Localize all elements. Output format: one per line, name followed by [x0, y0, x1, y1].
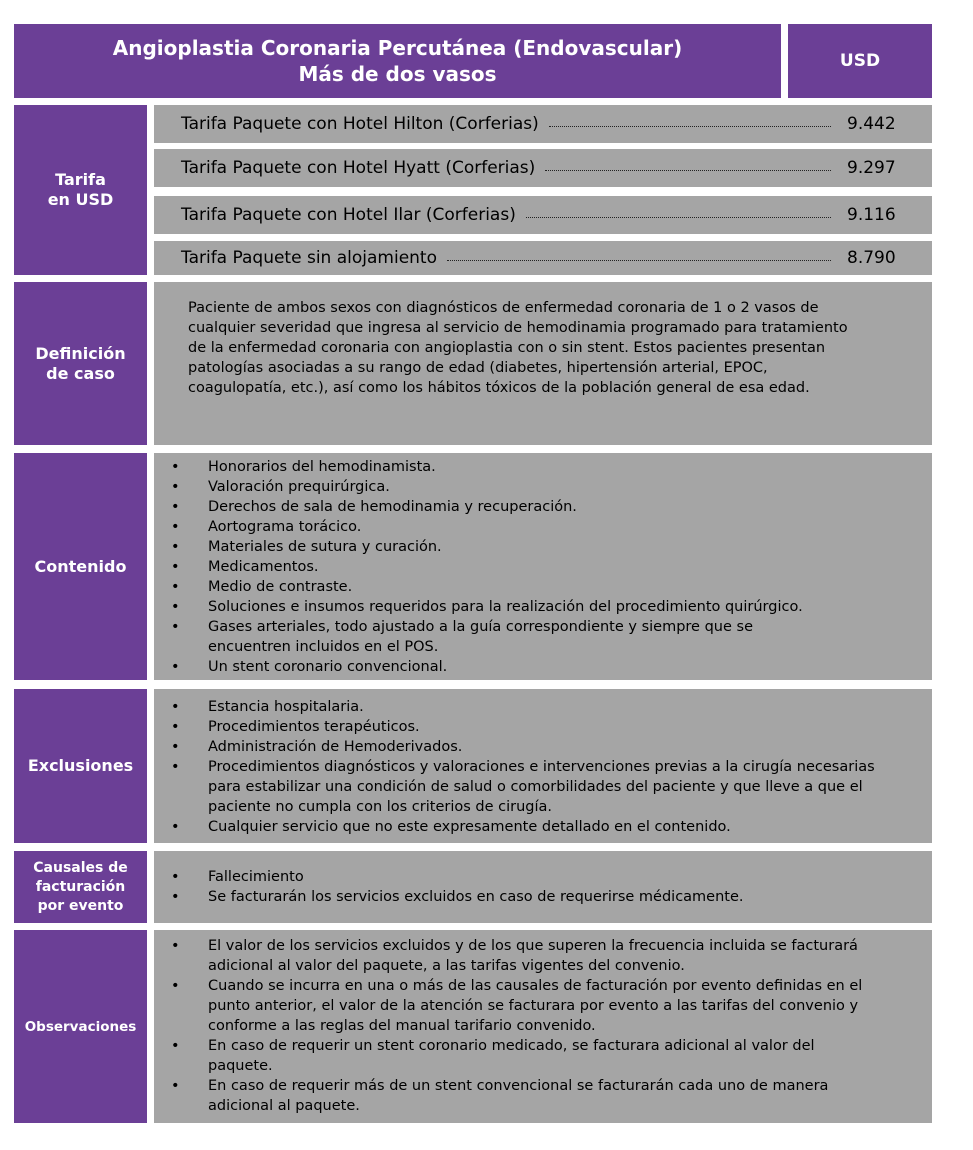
list-item: • Procedimientos diagnósticos y valoraciones e intervenciones previas a la cirugía necesarias para estabilizar una condición de salud o comorbilidades del paciente y que lleve a que el paciente no cumpla con los criterios de cirugía.: [154, 757, 902, 817]
rate-row-ilar: [154, 196, 932, 234]
rate-row-hilton: [154, 105, 932, 143]
dotted-leader: [549, 126, 831, 127]
rate-name: Tarifa Paquete con Hotel Hyatt (Corferias): [181, 158, 536, 178]
list-item: • En caso de requerir un stent coronario medicado, se facturara adicional al valor del paquete.: [154, 1036, 877, 1076]
list-item: • Honorarios del hemodinamista.: [154, 457, 912, 477]
rate-name: Tarifa Paquete con Hotel Hilton (Corferias): [181, 114, 539, 134]
list-item: • El valor de los servicios excluidos y de los que superen la frecuencia incluida se facturará adicional al valor del paquete, a las tarifas vigentes del convenio.: [154, 936, 877, 976]
list-item: • Un stent coronario convencional.: [154, 657, 912, 677]
currency-label: USD: [839, 51, 881, 71]
rate-name: Tarifa Paquete sin alojamiento: [181, 248, 437, 268]
page-title: Angioplastia Coronaria Percutánea (Endovascular): [112, 36, 683, 60]
dotted-leader: [447, 260, 831, 261]
rate-row-sin-alojamiento: [154, 241, 932, 275]
tarifa-label: Tarifa en USD: [47, 170, 114, 209]
rate-value: 9.297: [847, 158, 896, 178]
list-item: • Se facturarán los servicios excluidos en caso de requerirse médicamente.: [154, 887, 912, 907]
list-item: • Aortograma torácico.: [154, 517, 912, 537]
list-item: • Soluciones e insumos requeridos para la realización del procedimiento quirúrgico.: [154, 597, 912, 617]
list-item: • Cualquier servicio que no este expresamente detallado en el contenido.: [154, 817, 902, 837]
rate-value: 9.442: [847, 114, 896, 134]
definicion-label-box: [14, 282, 147, 445]
list-item: • Procedimientos terapéuticos.: [154, 717, 902, 737]
header-title-box: [14, 24, 781, 98]
currency-header: [788, 24, 932, 98]
definicion-text: Paciente de ambos sexos con diagnósticos de enfermedad coronaria de 1 o 2 vasos de cualquier severidad que ingresa al servicio de hemodinamia programado para tratamiento de la enfermedad coronaria con angioplastia con o sin stent. Estos pacientes presentan patologías asociadas a su rango de edad (diabetes, hipertensión arterial, EPOC, coagulopatía, etc.), así como los hábitos tóxicos de la población general de esa edad.: [188, 300, 848, 396]
causales-content: [154, 851, 932, 923]
rate-value: 9.116: [847, 205, 896, 225]
causales-label: Causales de facturación por evento: [33, 859, 128, 914]
observaciones-label-box: [14, 930, 147, 1123]
list-item: • Materiales de sutura y curación.: [154, 537, 912, 557]
causales-list: [154, 867, 912, 907]
list-item: • Medicamentos.: [154, 557, 912, 577]
definicion-content: [154, 282, 932, 445]
contenido-label-box: [14, 453, 147, 680]
dotted-leader: [526, 217, 831, 218]
list-item: • Estancia hospitalaria.: [154, 697, 902, 717]
list-item: • Derechos de sala de hemodinamia y recuperación.: [154, 497, 912, 517]
observaciones-list: [154, 936, 877, 1116]
list-item: • Fallecimiento: [154, 867, 912, 887]
rate-name: Tarifa Paquete con Hotel Ilar (Corferias): [181, 205, 516, 225]
list-item: • En caso de requerir más de un stent convencional se facturarán cada uno de manera adicional al paquete.: [154, 1076, 877, 1116]
list-item: • Valoración prequirúrgica.: [154, 477, 912, 497]
exclusiones-content: [154, 689, 932, 843]
contenido-label: Contenido: [34, 556, 127, 576]
exclusiones-label-box: [14, 689, 147, 843]
contenido-content: [154, 453, 932, 680]
exclusiones-label: Exclusiones: [27, 756, 134, 775]
list-item: • Administración de Hemoderivados.: [154, 737, 902, 757]
contenido-list: [154, 457, 912, 677]
list-item: • Medio de contraste.: [154, 577, 912, 597]
rate-value: 8.790: [847, 248, 896, 268]
list-item: • Gases arteriales, todo ajustado a la guía correspondiente y siempre que se encuentren incluidos en el POS.: [154, 617, 912, 657]
exclusiones-list: [154, 697, 902, 837]
dotted-leader: [545, 170, 831, 171]
observaciones-label: Observaciones: [24, 1018, 137, 1035]
tarifa-label-box: [14, 105, 147, 275]
list-item: • Cuando se incurra en una o más de las causales de facturación por evento definidas en el punto anterior, el valor de la atención se facturara por evento a las tarifas del convenio y conforme a las reglas del manual tarifario convenido.: [154, 976, 877, 1036]
rate-row-hyatt: [154, 149, 932, 187]
page-subtitle: Más de dos vasos: [298, 62, 497, 86]
observaciones-content: [154, 930, 932, 1123]
definicion-label: Definición de caso: [35, 343, 126, 383]
causales-label-box: [14, 851, 147, 923]
